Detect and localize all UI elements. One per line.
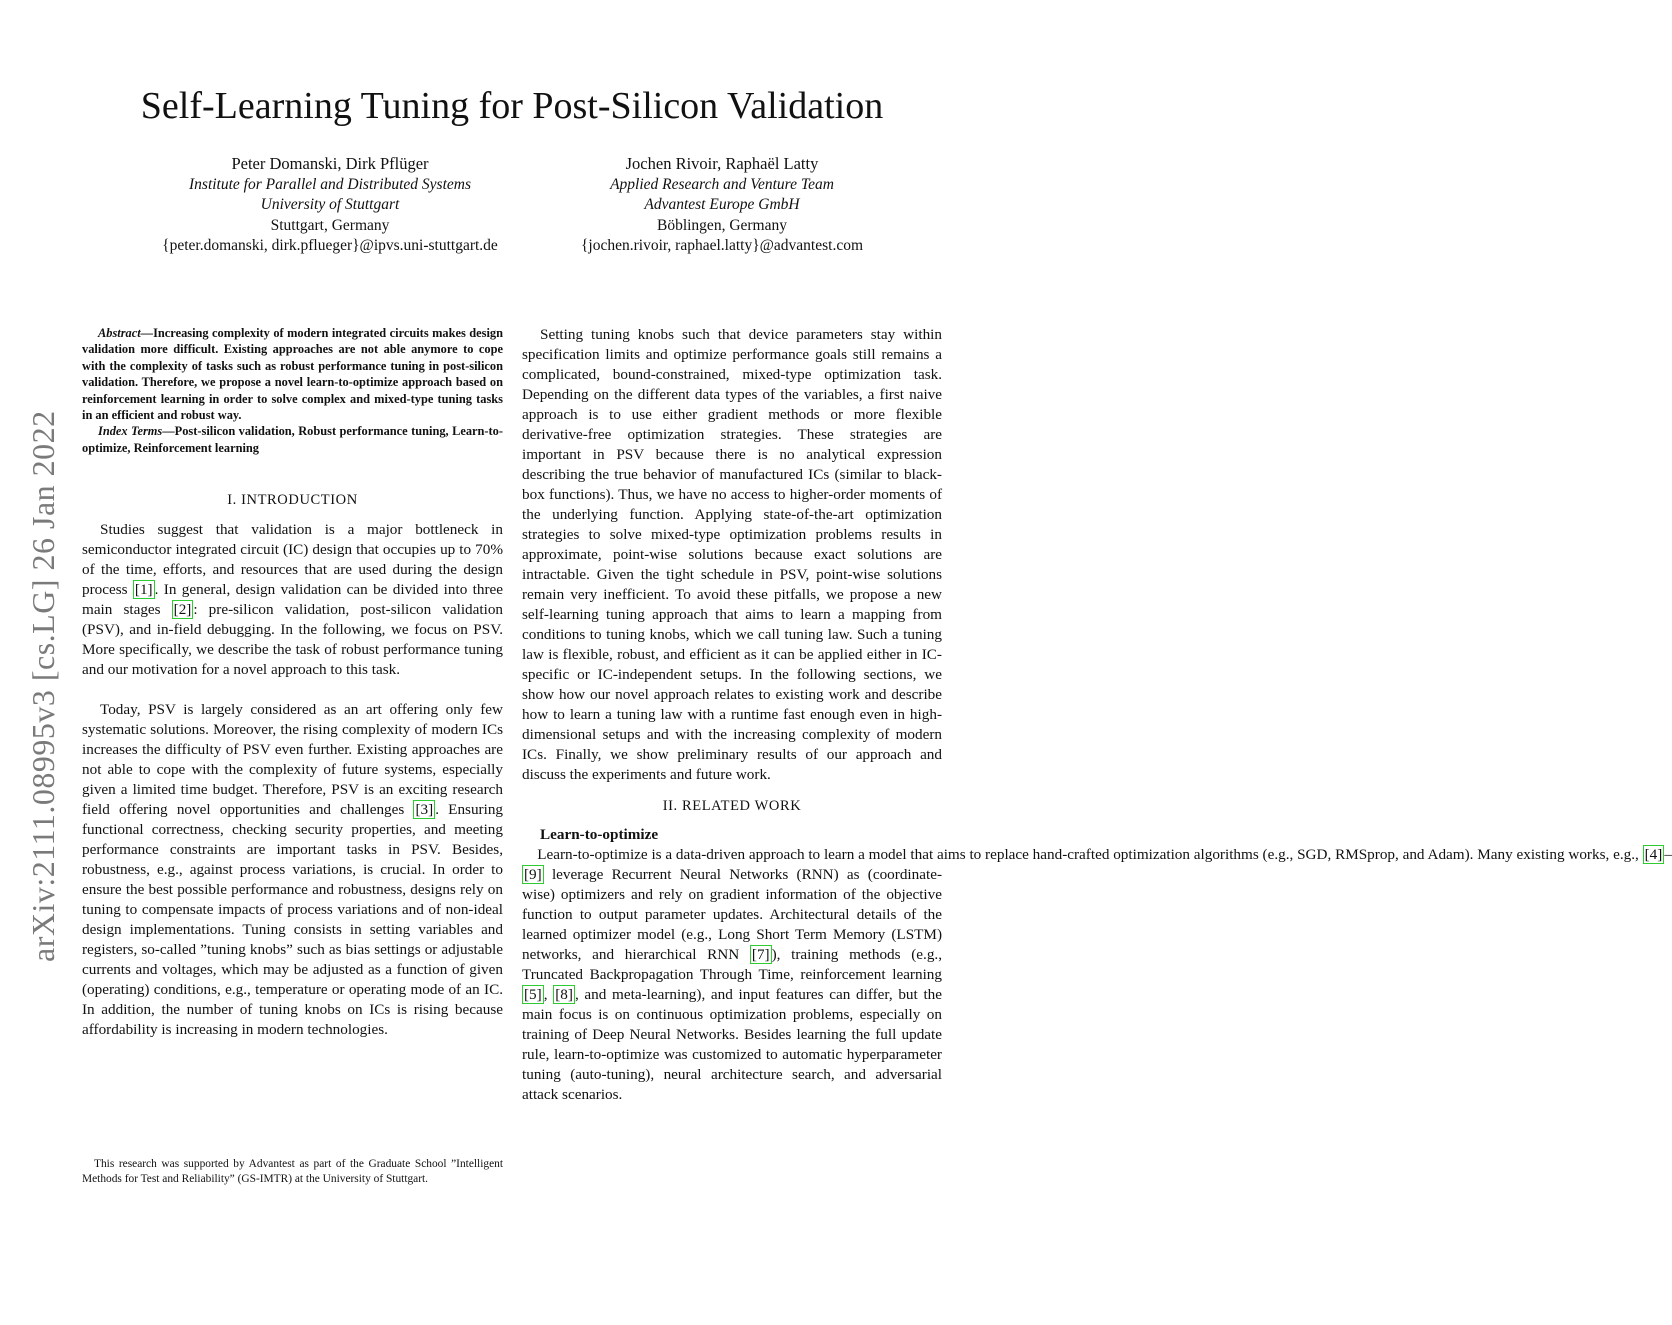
author-email: {jochen.rivoir, raphael.latty}@advantest.com (580, 237, 864, 254)
citation-link[interactable]: [9] (524, 866, 542, 883)
text-run: leverage Recurrent Neural Networks (RNN) as (coordinate-wise) optimizers and rely on gradient information of the objective function to output parameter updates. Architectural details of the learned optimizer model (e.g., Long Short Term Memory (LSTM) networks, and hierarchical RNN (522, 866, 942, 963)
paragraph-runin-heading: Learn-to-optimize (540, 826, 659, 843)
index-terms-label: Index Terms (98, 424, 163, 439)
text-run: . Ensuring functional correctness, checking security properties, and meeting performance constraints are important tasks in PSV. Besides, robustness, e.g., against process variations, is crucial. In order to ensure the best possible performance and robustness, designs rely on tuning to compensate impacts of process variations and of non-ideal design implementations. Tuning consists in setting variables and registers, so-called ”tuning knobs” such as bias settings or adjustable currents and voltages, which may be adjusted as a function of given (operating) conditions, e.g., temperature or operating mode of an IC. In addition, the number of tuning knobs on ICs is rising because affordability is increasing in modern technologies. (82, 801, 504, 1039)
text-run: Studies suggest that validation is a major bottleneck in semiconductor integrated circuit (IC) design that occupies up to 70% of the time, efforts, and resources that are used during the design process (82, 521, 503, 599)
citation-link[interactable]: [4] (1644, 846, 1663, 863)
paper-title: Self-Learning Tuning for Post-Silicon Validation (140, 85, 884, 127)
citation-link[interactable]: [3] (415, 801, 434, 819)
right-column (522, 325, 1672, 1105)
citation-link[interactable]: [2] (173, 601, 192, 619)
abstract-label: Abstract— (98, 326, 154, 340)
author-organization: University of Stuttgart (260, 196, 400, 213)
author-affiliation: Institute for Parallel and Distributed Systems (189, 175, 471, 193)
author-names: Peter Domanski, Dirk Pflüger (231, 154, 429, 173)
intro-paragraph-1 (82, 520, 503, 680)
text-run: , and meta-learning), and input features can differ, but the main focus is on continuous optimization problems, especially on training of Deep Neural Networks. Besides learning the full update rule, learn-to-optimize was customized to automatic hyperparameter tuning (auto-tuning), neural architecture search, and adversarial attack scenarios. (522, 986, 942, 1103)
text-run: . In general, design validation can be divided into three main stages (82, 581, 503, 619)
text-run: , (543, 986, 554, 1003)
left-column (82, 325, 503, 1040)
abstract (82, 325, 503, 423)
citation-link[interactable]: [1] (134, 581, 153, 599)
citation-link[interactable]: [7] (751, 946, 770, 963)
author-location: Böblingen, Germany (656, 216, 787, 234)
text-run: Learn-to-optimize is a data-driven approach to learn a model that aims to replace hand-crafted optimization algorithms (e.g., SGD, RMSprop, and Adam). Many existing works, e.g., (522, 846, 1643, 863)
citation-link[interactable]: [8] (555, 986, 573, 1003)
citation-link[interactable]: [5] (524, 986, 542, 1003)
author-names: Jochen Rivoir, Raphaël Latty (625, 154, 819, 173)
paragraph-gap (82, 680, 503, 700)
text-run: – (1664, 846, 1672, 863)
author-email: {peter.domanski, dirk.pflueger}@ipvs.uni-stuttgart.de (162, 237, 498, 254)
intro-paragraph-3: Setting tuning knobs such that device parameters stay within specification limits and optimize performance goals still remains a complicated, bound-constrained, mixed-type optimization task. Depending on the different data types of the variables, a first naive approach is to use either gradient methods or more flexible derivative-free optimization strategies. These strategies are important in PSV because there is no analytical expression describing the true behavior of manufactured ICs (similar to black-box functions). Thus, we have no access to higher-order moments of the underlying function. Applying state-of-the-art optimization strategies to solve mixed-type optimization problems results in approximate, point-wise solutions because exact solutions are intractable. Given the tight schedule in PSV, point-wise solutions remain very inefficient. To avoid these pitfalls, we propose a new self-learning tuning approach that aims to learn a mapping from conditions to tuning knobs, which we call tuning law. Such a tuning law is flexible, robust, and efficient as it can be applied either in IC-specific or IC-independent setups. In the following sections, we show how our novel approach relates to existing work and describe how to learn a tuning law with a runtime fast enough even in high-dimensional setups and with the increasing complexity of modern ICs. Finally, we show preliminary results of our approach and discuss the experiments and future work. (522, 326, 942, 783)
intro-paragraph-2 (82, 700, 503, 1040)
author-affiliation: Applied Research and Venture Team (610, 175, 834, 193)
author-location: Stuttgart, Germany (270, 216, 390, 234)
footnote: This research was supported by Advantest as part of the Graduate School ”Intelligent Methods for Test and Reliability” (GS-IMTR) at the University of Stuttgart. (82, 1158, 503, 1185)
related-work-paragraph (522, 825, 1672, 1105)
section-heading-related-work: II. RELATED WORK (662, 798, 802, 814)
text-run: : pre-silicon validation, post-silicon validation (PSV), and in-field debugging. In the following, we focus on PSV. More specifically, we describe the task of robust performance tuning and our motivation for a novel approach to this task. (82, 601, 504, 679)
author-organization: Advantest Europe GmbH (644, 196, 800, 213)
arxiv-identifier: arXiv:2111.08995v3 [cs.LG] 26 Jan 2022 (25, 410, 61, 962)
text-run: Today, PSV is largely considered as an art offering only few systematic solutions. Moreover, the rising complexity of modern ICs increases the difficulty of PSV even further. Existing approaches are not able to cope with the complexity of future systems, especially given a limited time budget. Therefore, PSV is an exciting research field offering novel opportunities and challenges (82, 701, 503, 819)
text-run: ), training methods (e.g., Truncated Backpropagation Through Time, reinforcement learning (522, 946, 943, 983)
abstract-text: Increasing complexity of modern integrated circuits makes design validation more difficult. Existing approaches are not able anymore to cope with the complexity of tasks such as robust performance tuning in post-silicon validation. Therefore, we propose a novel learn-to-optimize approach based on reinforcement learning in order to solve complex and mixed-type tuning tasks in an efficient and robust way. (82, 326, 503, 423)
section-heading-introduction: I. INTRODUCTION (227, 492, 358, 509)
author-block-right (492, 154, 952, 257)
index-terms (82, 423, 503, 456)
index-terms-text: —Post-silicon validation, Robust performance tuning, Learn-to-optimize, Reinforcement learning (82, 424, 503, 455)
